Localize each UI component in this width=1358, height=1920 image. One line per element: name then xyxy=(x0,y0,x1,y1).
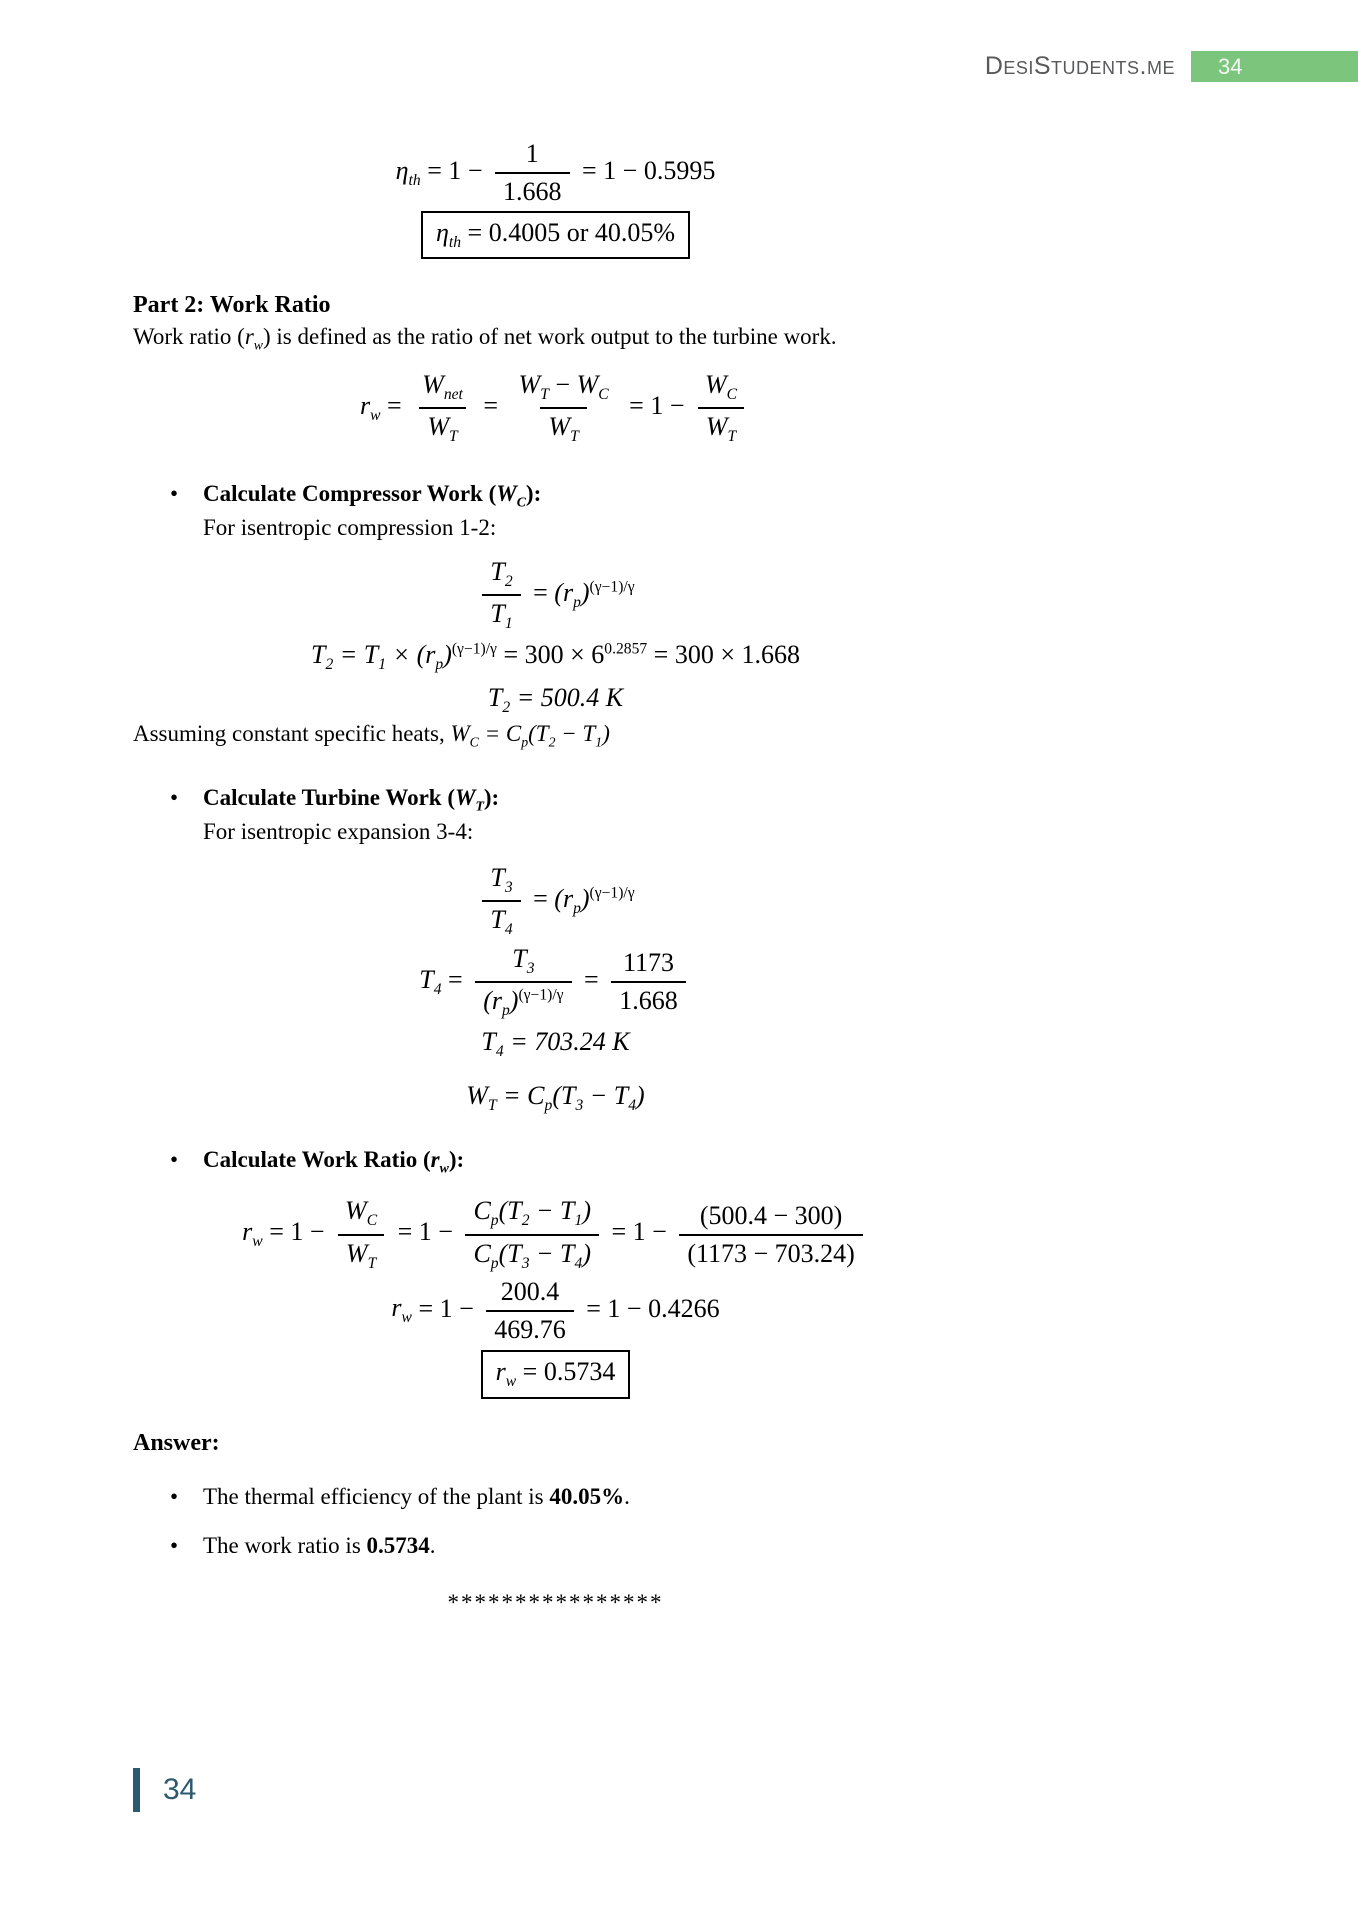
math-token: (r xyxy=(483,985,502,1015)
math-sub: w xyxy=(370,406,381,424)
math-token xyxy=(487,682,511,716)
math-token: − T xyxy=(529,1238,575,1268)
math-token: (500.4 − 300) xyxy=(699,1200,843,1230)
math-token: = 1 − xyxy=(269,1217,325,1247)
math-token: W xyxy=(704,369,727,399)
math-token: W xyxy=(576,369,599,399)
math-sup: 0.2857 xyxy=(604,640,648,658)
math-token xyxy=(310,640,334,674)
math-token xyxy=(481,1026,504,1060)
part2-heading: Part 2: Work Ratio xyxy=(133,292,331,319)
bullet-title xyxy=(203,782,1225,816)
math-sub: 1 xyxy=(595,734,603,750)
footer-accent-bar xyxy=(133,1768,140,1812)
math-token xyxy=(503,640,647,669)
math-sub: T xyxy=(727,427,737,445)
math-sub: p xyxy=(435,656,444,674)
math-token xyxy=(504,944,542,981)
math-token: − xyxy=(555,369,571,399)
math-sub: T xyxy=(540,385,549,403)
math-sub: 3 xyxy=(521,1254,530,1272)
math-token xyxy=(554,578,635,612)
math-token: 469.76 xyxy=(486,1310,574,1345)
math-sub: C xyxy=(516,494,526,510)
math-token: W xyxy=(345,1196,367,1226)
answer-item-thermal-efficiency xyxy=(170,1481,1225,1512)
math-token: ) xyxy=(582,1196,591,1226)
math-token: W xyxy=(496,480,517,506)
math-token: ) xyxy=(582,1238,591,1268)
math-sub: w xyxy=(253,338,263,353)
note-specific-heats xyxy=(133,718,1225,752)
equation-work-ratio-step xyxy=(133,1277,978,1345)
equation-column xyxy=(133,370,978,446)
math-token: W xyxy=(548,411,571,441)
math-token: W xyxy=(518,369,541,399)
math-token: = xyxy=(483,390,499,420)
math-token: ) xyxy=(580,884,590,914)
math-token: = 500.4 K xyxy=(516,682,624,712)
math-sub: 4 xyxy=(495,1042,504,1060)
math-token: − T xyxy=(555,720,596,746)
math-sub: 3 xyxy=(526,959,535,977)
math-sub: C xyxy=(469,734,479,750)
math-token: T xyxy=(419,964,434,994)
math-sub: p xyxy=(501,1001,510,1019)
bullet-marker: • xyxy=(170,1533,179,1559)
math-token xyxy=(395,155,421,190)
math-token: r xyxy=(244,324,254,350)
math-sub: T xyxy=(487,1097,497,1115)
math-token: × (r xyxy=(392,640,436,670)
text-run: Assuming constant specific heats, xyxy=(133,720,451,746)
math-token: ) xyxy=(580,578,590,608)
math-token: (r xyxy=(554,884,574,914)
text-run: ): xyxy=(525,480,542,506)
math-sub: w xyxy=(252,1233,263,1251)
math-token xyxy=(482,557,520,594)
math-sub: 2 xyxy=(325,656,334,674)
equation-turbine-work xyxy=(133,1078,978,1116)
equation-column xyxy=(133,863,978,1116)
math-sub: 4 xyxy=(504,921,513,939)
math-token xyxy=(465,1234,599,1273)
math-sub: 2 xyxy=(502,698,511,716)
math-token xyxy=(242,1217,263,1251)
math-sub: 4 xyxy=(433,980,442,998)
page-number-badge: 34 xyxy=(1191,51,1358,82)
bullet-body xyxy=(203,478,1225,543)
equation-t4-value xyxy=(133,1024,978,1062)
bullet-title xyxy=(203,478,1225,512)
math-token: T xyxy=(481,1026,496,1056)
math-token: ) xyxy=(509,985,519,1015)
math-sub: p xyxy=(490,1212,499,1230)
math-token xyxy=(419,407,465,446)
math-token: T xyxy=(490,905,505,935)
math-sub: T xyxy=(449,427,458,445)
text-run: ) is defined as the ratio of net work output to the turbine work. xyxy=(263,324,837,350)
math-token: C xyxy=(473,1238,491,1268)
equation-work-ratio-expansion xyxy=(133,1196,978,1272)
math-token: = 0.5734 xyxy=(522,1357,616,1387)
bullet-marker: • xyxy=(170,1147,179,1173)
math-sup: (γ−1)/γ xyxy=(451,640,497,658)
math-sup: (γ−1)/γ xyxy=(589,578,635,596)
math-sub: C xyxy=(366,1212,378,1230)
math-token: = 300 × 6 xyxy=(503,640,605,670)
equation-column xyxy=(133,1587,978,1618)
math-sub: 2 xyxy=(504,573,513,591)
math-token: = xyxy=(386,390,402,420)
page-header xyxy=(0,0,1358,83)
math-token xyxy=(466,1080,645,1115)
math-token: r xyxy=(495,1357,506,1387)
bullet-marker: • xyxy=(170,1484,179,1510)
equation-t4-calculation xyxy=(133,944,978,1020)
math-token xyxy=(475,981,571,1020)
text-run: Calculate Compressor Work ( xyxy=(203,480,497,506)
math-token xyxy=(359,390,381,424)
math-token: = C xyxy=(496,1080,545,1110)
math-token xyxy=(698,407,744,446)
math-sub: p xyxy=(490,1254,499,1272)
math-token: = 0.4005 or 40.05% xyxy=(467,217,676,247)
math-token: = 300 × 1.668 xyxy=(653,640,800,670)
math-token: ) xyxy=(443,640,452,670)
equation-column xyxy=(133,1196,978,1398)
math-sub: w xyxy=(505,1373,517,1391)
equation-work-ratio-definition xyxy=(133,370,978,446)
text-run: . xyxy=(429,1533,436,1559)
math-sub: w xyxy=(401,1309,412,1327)
stars-divider: **************** xyxy=(447,1590,664,1616)
text-run: The thermal efficiency of the plant is xyxy=(203,1484,550,1510)
bullet-marker: • xyxy=(170,785,179,811)
bullet-compressor-work xyxy=(170,478,1225,543)
math-token: η xyxy=(435,217,449,247)
part2-description xyxy=(133,321,1225,355)
math-token: = 703.24 K xyxy=(510,1026,630,1056)
math-token: W xyxy=(427,411,449,441)
math-token: = xyxy=(533,578,548,608)
math-token: (T xyxy=(498,1196,522,1226)
math-sub: 4 xyxy=(574,1254,583,1272)
answer-value: 40.05% xyxy=(549,1484,625,1510)
equation-eta-result xyxy=(133,211,978,259)
bullet-turbine-work xyxy=(170,782,1225,847)
math-sub: 1 xyxy=(504,615,513,633)
math-token xyxy=(414,370,471,407)
answer-item-work-ratio xyxy=(170,1530,1225,1561)
math-token xyxy=(465,1196,599,1233)
math-sub: w xyxy=(439,1160,449,1176)
math-token: T xyxy=(512,943,527,973)
text-run: Calculate Turbine Work ( xyxy=(203,785,455,811)
math-token: W xyxy=(705,411,728,441)
math-token: W xyxy=(466,1080,488,1110)
math-token: T xyxy=(490,557,505,587)
math-token: W xyxy=(345,1238,368,1268)
math-token: r xyxy=(430,1147,440,1173)
math-token: = 1 − 0.5995 xyxy=(582,155,716,185)
bullet-subtitle: For isentropic compression 1-2: xyxy=(203,515,497,541)
math-token xyxy=(391,1293,412,1327)
math-token: = 1 − 0.4266 xyxy=(586,1293,720,1323)
math-sub: C xyxy=(726,385,738,403)
math-sub: 1 xyxy=(574,1212,583,1230)
math-token: W xyxy=(454,785,476,811)
equation-t2-value xyxy=(133,680,978,718)
math-sub: T xyxy=(570,427,579,445)
math-sub: 3 xyxy=(504,879,513,897)
math-token xyxy=(697,370,745,407)
math-token xyxy=(338,1234,384,1273)
math-token: η xyxy=(395,155,409,185)
math-token xyxy=(511,370,617,407)
math-sub: 2 xyxy=(548,734,556,750)
math-sub: p xyxy=(573,900,581,918)
math-token xyxy=(419,964,442,998)
text-run: Work ratio ( xyxy=(133,324,245,350)
math-token: T xyxy=(490,863,505,893)
math-token: (T xyxy=(528,720,549,746)
math-token: 200.4 xyxy=(500,1276,560,1306)
equation-t2-calculation xyxy=(133,637,978,675)
bullet-work-ratio xyxy=(170,1144,1225,1178)
math-token: (1173 − 703.24) xyxy=(679,1234,863,1269)
equation-work-ratio-result xyxy=(133,1350,978,1398)
boxed-result xyxy=(421,211,690,259)
math-token: r xyxy=(391,1293,402,1323)
math-token: r xyxy=(242,1217,253,1247)
math-sub: T xyxy=(367,1254,377,1272)
fraction xyxy=(482,557,520,633)
bullet-marker: • xyxy=(170,480,179,506)
fraction xyxy=(697,370,745,446)
fraction xyxy=(482,863,520,939)
math-sup: (γ−1)/γ xyxy=(518,985,564,1003)
math-token xyxy=(554,884,635,918)
math-token: C xyxy=(473,1196,491,1226)
math-token: − T xyxy=(529,1196,575,1226)
math-sub: net xyxy=(443,385,463,403)
math-token xyxy=(540,407,586,446)
math-sub: 1 xyxy=(378,656,387,674)
math-token: = 1 − xyxy=(629,390,685,420)
equation-column xyxy=(133,139,978,259)
equation-column xyxy=(133,557,978,718)
page-footer xyxy=(133,1768,196,1812)
math-sub: th xyxy=(448,233,462,251)
equation-temperature-ratio-34 xyxy=(133,863,978,939)
math-sub: 2 xyxy=(521,1212,530,1230)
fraction xyxy=(611,948,686,1016)
math-token xyxy=(337,1196,385,1233)
math-token: = xyxy=(533,884,548,914)
answer-text xyxy=(203,1481,630,1512)
fraction xyxy=(486,1277,574,1345)
fraction xyxy=(495,139,570,207)
math-sub: p xyxy=(573,594,581,612)
bullet-title xyxy=(203,1144,1225,1178)
text-run: The work ratio is xyxy=(203,1533,367,1559)
fraction xyxy=(679,1201,863,1269)
math-token xyxy=(482,900,520,939)
math-token: = 1 − xyxy=(611,1217,667,1247)
math-token: 1.668 xyxy=(495,172,570,207)
answer-heading: Answer: xyxy=(133,1429,220,1456)
text-run: . xyxy=(624,1484,630,1510)
text-run: ): xyxy=(448,1147,465,1173)
math-sub: 4 xyxy=(628,1097,637,1115)
math-token: T xyxy=(490,599,505,629)
math-token: = 1 − xyxy=(427,155,483,185)
math-token: = xyxy=(448,964,463,994)
math-token: T xyxy=(310,640,326,670)
math-sub: C xyxy=(598,385,609,403)
document-content xyxy=(0,139,1358,1618)
math-token: (r xyxy=(554,578,574,608)
fraction xyxy=(465,1196,599,1272)
math-token: = 1 − xyxy=(418,1293,474,1323)
math-token: = 1 − xyxy=(397,1217,453,1247)
math-token: ) xyxy=(602,720,610,746)
footer-page-number: 34 xyxy=(163,1772,197,1806)
math-token: W xyxy=(450,720,470,746)
math-sub: T xyxy=(475,798,484,814)
math-token: r xyxy=(359,390,371,420)
math-token: = T xyxy=(339,640,379,670)
math-token xyxy=(339,640,387,674)
text-run: ): xyxy=(483,785,500,811)
answer-value: 0.5734 xyxy=(366,1533,430,1559)
bullet-subtitle: For isentropic expansion 3-4: xyxy=(203,819,474,845)
math-token: (T xyxy=(498,1238,522,1268)
math-token: = xyxy=(584,964,599,994)
math-token xyxy=(482,594,520,633)
fraction xyxy=(511,370,617,446)
math-sup: (γ−1)/γ xyxy=(589,884,635,902)
math-token: = C xyxy=(478,720,522,746)
math-token: T xyxy=(487,682,503,712)
math-sub: th xyxy=(408,172,421,190)
math-token xyxy=(482,863,520,900)
math-sub: 3 xyxy=(575,1097,584,1115)
site-name: DesiStudents.me xyxy=(984,51,1175,80)
fraction xyxy=(414,370,471,446)
answer-text xyxy=(203,1530,436,1561)
math-token xyxy=(392,640,497,674)
fraction xyxy=(475,944,571,1020)
math-token: W xyxy=(422,369,444,399)
math-token: 1173 xyxy=(622,947,674,977)
equation-eta-calculation xyxy=(133,139,978,207)
math-sub: p xyxy=(544,1097,553,1115)
math-token: − T xyxy=(583,1080,629,1110)
math-token: 1 xyxy=(525,139,539,168)
equation-temperature-ratio-12 xyxy=(133,557,978,633)
boxed-result xyxy=(481,1350,631,1398)
math-token: ) xyxy=(636,1080,645,1110)
math-token: (T xyxy=(552,1080,576,1110)
fraction xyxy=(337,1196,385,1272)
bullet-body xyxy=(203,782,1225,847)
math-sub: p xyxy=(521,734,529,750)
math-token: 1.668 xyxy=(611,981,686,1016)
text-run: Calculate Work Ratio ( xyxy=(203,1147,431,1173)
bullet-body xyxy=(203,1144,1225,1178)
